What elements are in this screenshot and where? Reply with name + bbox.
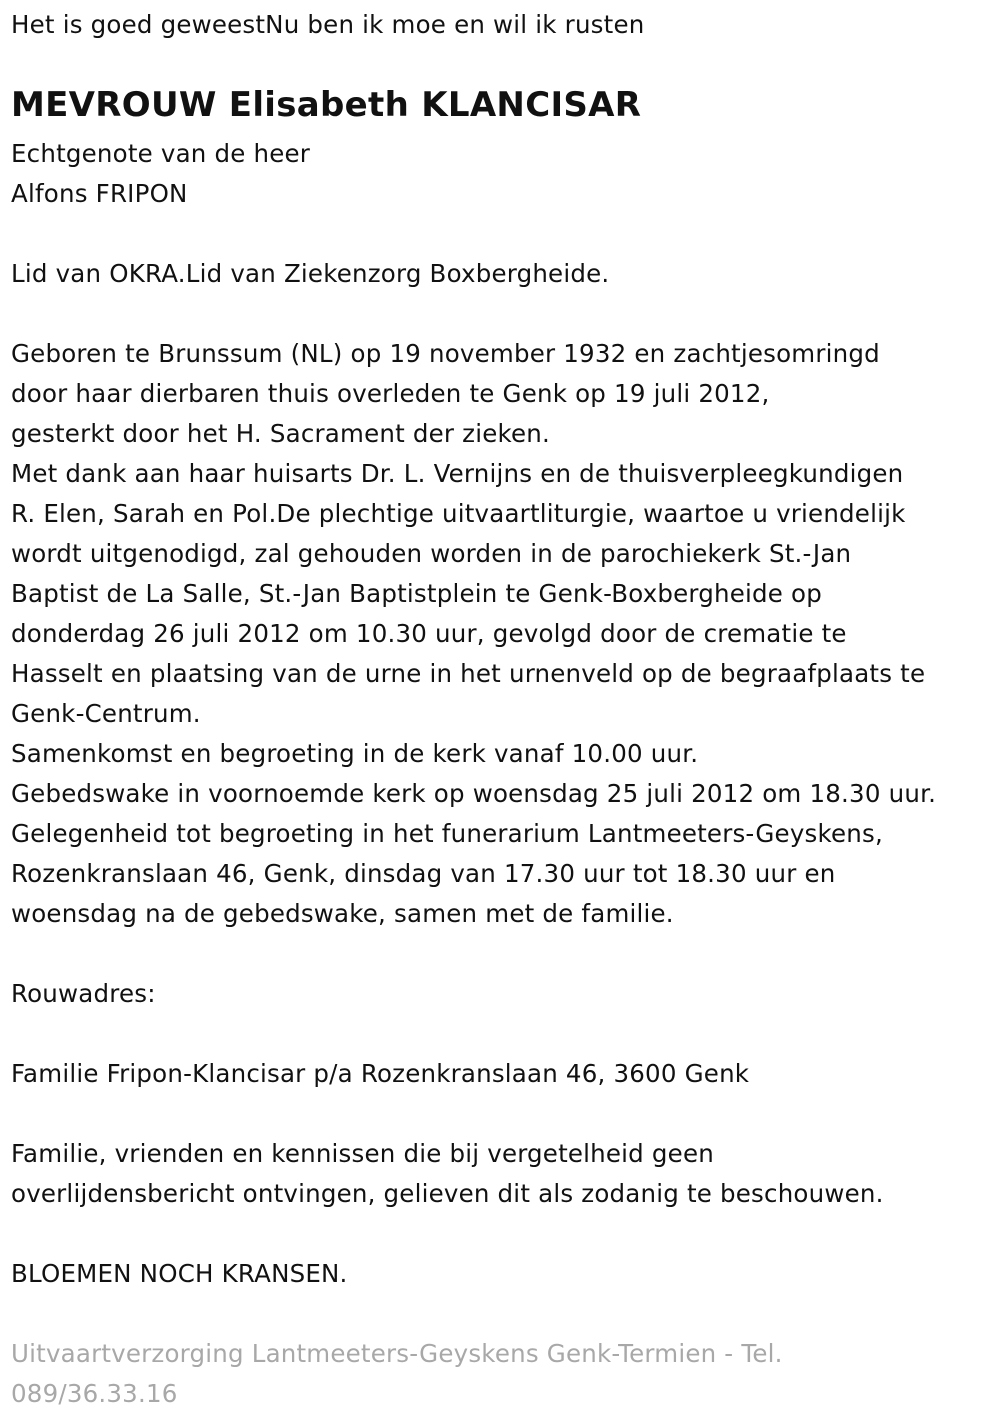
body-line: Rozenkranslaan 46, Genk, dinsdag van 17.30 uur tot 18.30 uur en xyxy=(11,859,836,888)
body-line: Gebedswake in voornoemde kerk op woensdag 25 juli 2012 om 18.30 uur. xyxy=(11,779,937,808)
body-line: Hasselt en plaatsing van de urne in het urnenveld op de begraafplaats te xyxy=(11,659,926,688)
funeral-director-line-1: Uitvaartverzorging Lantmeeters-Geyskens Genk-Termien - Tel. xyxy=(11,1339,783,1368)
membership: Lid van OKRA.Lid van Ziekenzorg Boxbergheide. xyxy=(11,259,610,288)
spouse-line-2: Alfons FRIPON xyxy=(11,179,188,208)
body-line: Geboren te Brunssum (NL) op 19 november 1932 en zachtjesomringd xyxy=(11,339,880,368)
body-line: woensdag na de gebedswake, samen met de familie. xyxy=(11,899,674,928)
notice-line: overlijdensbericht ontvingen, gelieven dit als zodanig te beschouwen. xyxy=(11,1179,884,1208)
deceased-name-heading: MEVROUW Elisabeth KLANCISAR xyxy=(11,85,642,125)
body-line: donderdag 26 juli 2012 om 10.30 uur, gevolgd door de crematie te xyxy=(11,619,847,648)
body-line: Met dank aan haar huisarts Dr. L. Vernijns en de thuisverpleegkundigen xyxy=(11,459,904,488)
body-line: Samenkomst en begroeting in de kerk vanaf 10.00 uur. xyxy=(11,739,699,768)
rouwadres-address: Familie Fripon-Klancisar p/a Rozenkranslaan 46, 3600 Genk xyxy=(11,1059,750,1088)
notice-line: Familie, vrienden en kennissen die bij vergetelheid geen xyxy=(11,1139,714,1168)
body-line: gesterkt door het H. Sacrament der zieken. xyxy=(11,419,550,448)
body-line: Gelegenheid tot begroeting in het funerarium Lantmeeters-Geyskens, xyxy=(11,819,883,848)
body-line: door haar dierbaren thuis overleden te Genk op 19 juli 2012, xyxy=(11,379,770,408)
funeral-director-phone: 089/36.33.16 xyxy=(11,1379,178,1408)
body-line: Genk-Centrum. xyxy=(11,699,201,728)
body-line: wordt uitgenodigd, zal gehouden worden in de parochiekerk St.-Jan xyxy=(11,539,852,568)
rouwadres-label: Rouwadres: xyxy=(11,979,156,1008)
spouse-line-1: Echtgenote van de heer xyxy=(11,139,311,168)
flowers-notice: BLOEMEN NOCH KRANSEN. xyxy=(11,1259,348,1288)
motto: Het is goed geweestNu ben ik moe en wil ik rusten xyxy=(11,10,645,39)
body-line: Baptist de La Salle, St.-Jan Baptistplein te Genk-Boxbergheide op xyxy=(11,579,822,608)
body-line: R. Elen, Sarah en Pol.De plechtige uitvaartliturgie, waartoe u vriendelijk xyxy=(11,499,906,528)
